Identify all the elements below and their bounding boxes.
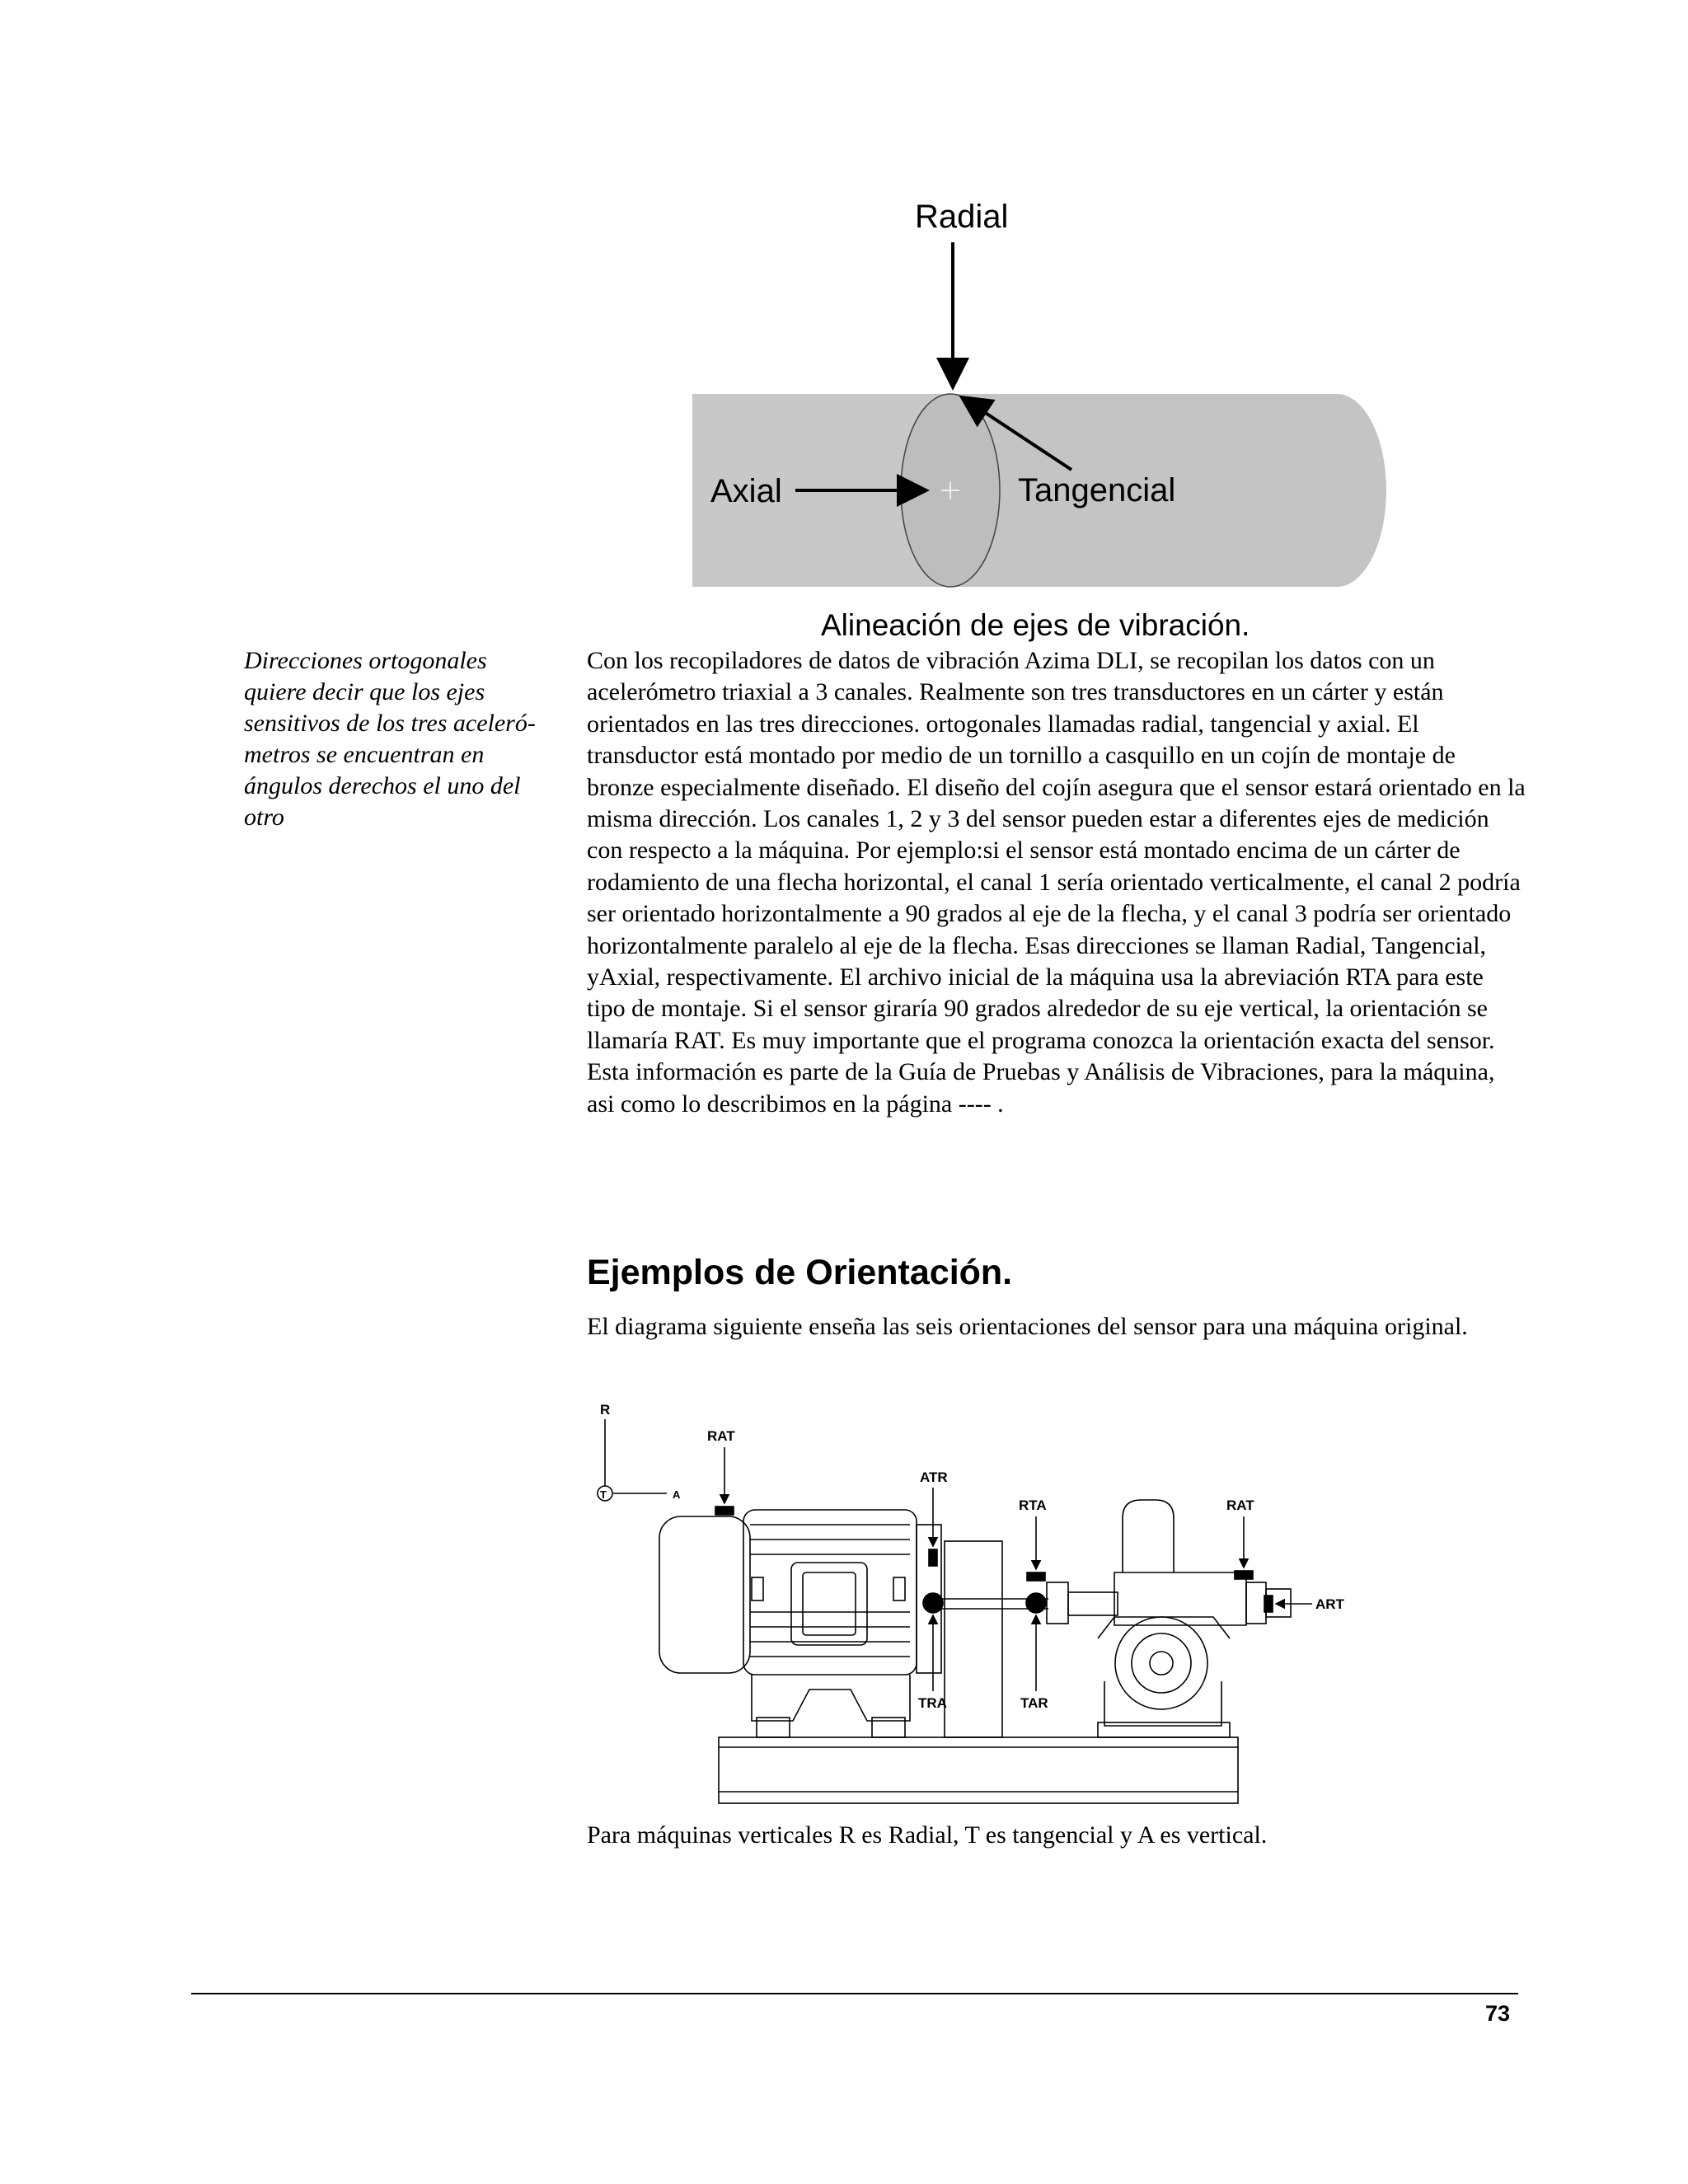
legend-a: A bbox=[673, 1488, 681, 1501]
intro-text: El diagrama siguiente enseña las seis orientaciones del sensor para una máquina original. bbox=[587, 1313, 1468, 1340]
figure-caption: Alineación de ejes de vibración. bbox=[821, 608, 1250, 642]
base-frame bbox=[719, 1737, 1238, 1803]
page-number: 73 bbox=[1485, 2001, 1511, 2026]
sensor-tra bbox=[923, 1593, 943, 1613]
axial-label: Axial bbox=[710, 473, 782, 509]
sensor-atr bbox=[929, 1549, 937, 1566]
tangential-label: Tangencial bbox=[1018, 472, 1176, 509]
axes-alignment-figure bbox=[692, 190, 1434, 618]
label-art: ART bbox=[1315, 1596, 1344, 1612]
motor bbox=[659, 1510, 941, 1737]
sensor-art bbox=[1264, 1596, 1273, 1612]
body-paragraph: Con los recopiladores de datos de vibración Azima DLI, se recopilan los datos con un acelerómetro triaxial a 3 canales. Realmente son tres transductores en un cárter y están orientados en las tres direcciones. ortogonales llamadas radial, tangencial y axial. El transductor está montado por medio de un tornillo a casquillo en un cojín de montaje de bronze especialmente diseñado. El diseño del cojín asegura que el sensor estará orientado en la misma dirección. Los canales 1, 2 y 3 del sensor pueden estar a diferentes ejes de medición con respecto a la máquina. Por ejemplo:si el sensor está montado encima de un cárter de rodamiento de una flecha horizontal, el canal 1 sería orientado verticalmente, el canal 2 podría ser orientado horizontalmente a 90 grados al eje de la flecha, y el canal 3 podría ser orientado horizontalmente paralelo al eje de la flecha. Esas direcciones se llaman Radial, Tangencial, yAxial, respectivamente. El archivo inicial de la máquina usa la abreviación RTA para este tipo de montaje. Si el sensor giraría 90 grados alrededor de su eje vertical, la orientación se llamaría RAT. Es muy importante que el programa conozca la orientación exacta del sensor. Esta información es parte de la Guía de Pruebas y Análisis de Vibraciones, para la máquina, asi como lo describimos en la página ---- . bbox=[587, 647, 1526, 1118]
footer-rule bbox=[191, 1993, 1518, 1994]
label-rta: RTA bbox=[1019, 1497, 1047, 1513]
axis-legend bbox=[598, 1419, 667, 1501]
body-text bbox=[587, 645, 1526, 1120]
label-rat-pump: RAT bbox=[1226, 1497, 1254, 1513]
pump bbox=[1047, 1500, 1291, 1737]
closing-text: Para máquinas verticales R es Radial, T es tangencial y A es vertical. bbox=[587, 1821, 1268, 1849]
sensor-rat-motor bbox=[715, 1507, 734, 1515]
machine-orientation-diagram bbox=[587, 1401, 1362, 1813]
legend-t: T bbox=[600, 1488, 607, 1501]
sensor-rta bbox=[1027, 1572, 1045, 1581]
section-heading: Ejemplos de Orientación. bbox=[587, 1253, 1013, 1292]
sensor-rat-pump bbox=[1235, 1571, 1253, 1579]
label-tar: TAR bbox=[1020, 1695, 1048, 1711]
legend-r: R bbox=[600, 1402, 611, 1418]
label-rat-motor: RAT bbox=[707, 1428, 735, 1444]
label-atr: ATR bbox=[920, 1469, 948, 1485]
radial-label: Radial bbox=[915, 199, 1009, 235]
label-tra: TRA bbox=[918, 1695, 947, 1711]
coupling-guard bbox=[945, 1541, 1002, 1737]
sensor-tar bbox=[1026, 1593, 1046, 1613]
margin-note: Direcciones ortogonales quiere decir que los ejes sensitivos de los tres aceleró-metros se encuentran en ángulos derechos el uno del otro bbox=[244, 647, 536, 831]
